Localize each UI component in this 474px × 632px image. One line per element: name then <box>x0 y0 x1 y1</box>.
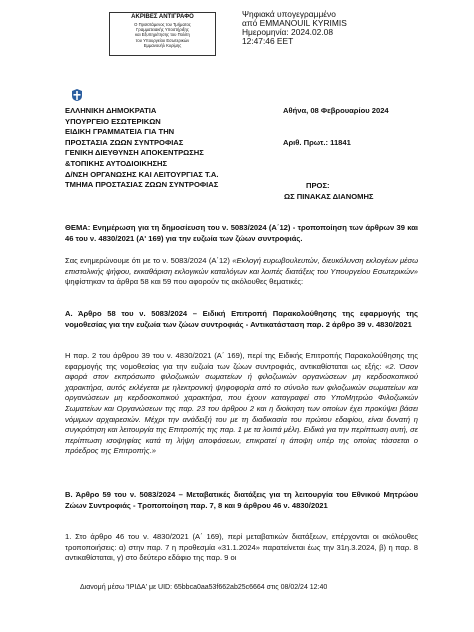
stamp-line: του Υπουργείου Εσωτερικών <box>135 37 190 43</box>
header-line: ΥΠΟΥΡΓΕΙΟ ΕΣΩΤΕΡΙΚΩΝ <box>65 116 161 126</box>
stamp-line: Εμμανουήλ Κυρίμης <box>143 42 182 48</box>
header-line: ΤΜΗΜΑ ΠΡΟΣΤΑΣΙΑΣ ΖΩΩΝ ΣΥΝΤΡΟΦΙΑΣ <box>65 180 219 190</box>
signature-line: Ψηφιακά υπογεγραμμένο <box>242 9 336 19</box>
stamp-line: και Εξυπηρέτησης του Πολίτη <box>135 32 190 38</box>
digital-signature <box>242 10 347 46</box>
section-a-quote: «2. Όσον αφορά στον εκπρόσωπο φιλοζωικών σωματείων ή φιλοζωικών οργανώσεων μη κερδοσκοπικού χαρακτήρα, αυτός εκλέγεται με ηλεκτρονική ψηφοφορία από το σύνολο των φιλοζωικών σωματείων και οργανώσεων μη κερδοσκοπικού χαρακτήρα, που έχουν καταγραφεί στο ΥποΜητρώο Φιλοζωικών Σωματείων και Οργανώσεων της παρ. 23 του άρθρου 2 και η διοίκηση των οποίων έχει προκύψει βάσει νόμιμων αρχαιρεσιών. Μέχρι την ανάδειξή του με τη διαδικασία του πρώτου εδαφίου, είναι δυνατή η συγκρότηση και λειτουργία της Επιτροπής της παρ. 1 με τα λοιπά μέλη. Ειδικά για την περίπτωση αυτή, σε περίπτωση ισοψηφίας κατά τη λήψη αποφάσεων, επικρατεί η άποψη υπέρ της οποίας τάσσεται ο πρόεδρος της Επιτροπής.» <box>65 361 418 456</box>
subject-line: ΘΕΜΑ: Ενημέρωση για τη δημοσίευση του ν. 5083/2024 (Α΄12) - τροποποίηση των άρθρων 39 και 46 του ν. 4830/2021 (Α' 169) για την ευζωία των ζώων συντροφιάς. <box>65 223 418 243</box>
document-date: Αθήνα, 08 Φεβρουαρίου 2024 <box>283 106 389 115</box>
section-a-paragraph <box>65 351 418 457</box>
header-line: ΠΡΟΣΤΑΣΙΑ ΖΩΩΝ ΣΥΝΤΡΟΦΙΑΣ <box>65 137 184 147</box>
recipient-label: ΠΡΟΣ: <box>306 181 330 190</box>
intro-paragraph <box>65 256 418 288</box>
header-line: ΓΕΝΙΚΗ ΔΙΕΥΘΥΝΣΗ ΑΠΟΚΕΝΤΡΩΣΗΣ <box>65 148 204 158</box>
section-a-text: Η παρ. 2 του άρθρου 39 του ν. 4830/2021 (Α΄ 169), περί της Ειδικής Επιτροπής Παρακολούθησης της εφαρμογής της νομοθεσίας για την ευζωία των ζώων συντροφιάς, αντικαθίσταται ως εξής: <box>65 351 418 371</box>
signature-line: από EMMANOUIL KYRIMIS <box>242 18 347 28</box>
stamp-title: ΑΚΡΙΒΕΣ ΑΝΤΙΓΡΑΦΟ <box>131 14 194 20</box>
law-title: «Εκλογή ευρωβουλευτών, διευκόλυνση εκλογέων μέσω επιστολικής ψήφου, εκκαθάριση εκλογικών καταλόγων και λοιπές διατάξεις του Υπουργείου Εσωτερικών» <box>65 256 418 276</box>
stamp-line: Γραμματειακής Υποστήριξης <box>136 27 189 33</box>
section-b-title: Β. Άρθρο 59 του ν. 5083/2024 – Μεταβατικές διατάξεις για τη λειτουργία του Εθνικού Μητρώου Ζώων Συντροφιάς - Τροποποίηση παρ. 7, 8 και 9 άρθρου 46 ν. 4830/2021 <box>65 490 418 510</box>
header-line: Δ/ΝΣΗ ΟΡΓΑΝΩΣΗΣ ΚΑΙ ΛΕΙΤΟΥΡΓΙΑΣ Τ.Α. <box>65 169 219 179</box>
signature-line: Ημερομηνία: 2024.02.08 <box>242 27 333 37</box>
certified-copy-stamp <box>109 12 216 56</box>
greek-emblem-icon <box>70 88 84 102</box>
recipient-value: ΩΣ ΠΙΝΑΚΑΣ ΔΙΑΝΟΜΗΣ <box>284 192 374 201</box>
section-b-paragraph: 1. Στο άρθρο 46 του ν. 4830/2021 (Α΄ 169), περί μεταβατικών διατάξεων, επέρχονται οι ακόλουθες τροποποιήσεις: α) στην παρ. 7 η προθεσμία «31.1.2024» παρατείνεται έως την 31η.3.2024, β) η παρ. 8 αντικαθίσταται, γ) στο δεύτερο εδάφιο της παρ. 9 οι <box>65 532 418 563</box>
signature-line: 12:47:46 EET <box>242 36 294 46</box>
issuer-header <box>65 106 218 191</box>
distribution-footer: Διανομή μέσω 'ΙΡΙΔΑ' με UID: 65bbca0aa53f662ab25c6664 στις 08/02/24 12:40 <box>80 584 328 591</box>
intro-text: ψηφίστηκαν τα άρθρα 58 και 59 που αφορούν τις ακόλουθες θεματικές: <box>65 277 304 287</box>
header-line: &ΤΟΠΙΚΗΣ ΑΥΤΟΔΙΟΙΚΗΣΗΣ <box>65 158 168 168</box>
stamp-line: Ο Προϊστάμενος του Τμήματος <box>134 22 191 27</box>
protocol-number: Αριθ. Πρωτ.: 11841 <box>283 138 351 147</box>
header-line: ΕΙΔΙΚΗ ΓΡΑΜΜΑΤΕΙΑ ΓΙΑ ΤΗΝ <box>65 127 175 137</box>
header-line: ΕΛΛΗΝΙΚΗ ΔΗΜΟΚΡΑΤΙΑ <box>65 106 157 115</box>
section-a-title: Α. Άρθρο 58 του ν. 5083/2024 – Ειδική Επιτροπή Παρακολούθησης της εφαρμογής της νομοθεσίας για την ευζωία των ζώων συντροφιάς - Αντικατάσταση παρ. 2 άρθρο 39 ν. 4830/2021 <box>65 309 418 329</box>
intro-text: Σας ενημερώνουμε ότι με το ν. 5083/2024 (Α΄12) <box>65 256 233 265</box>
